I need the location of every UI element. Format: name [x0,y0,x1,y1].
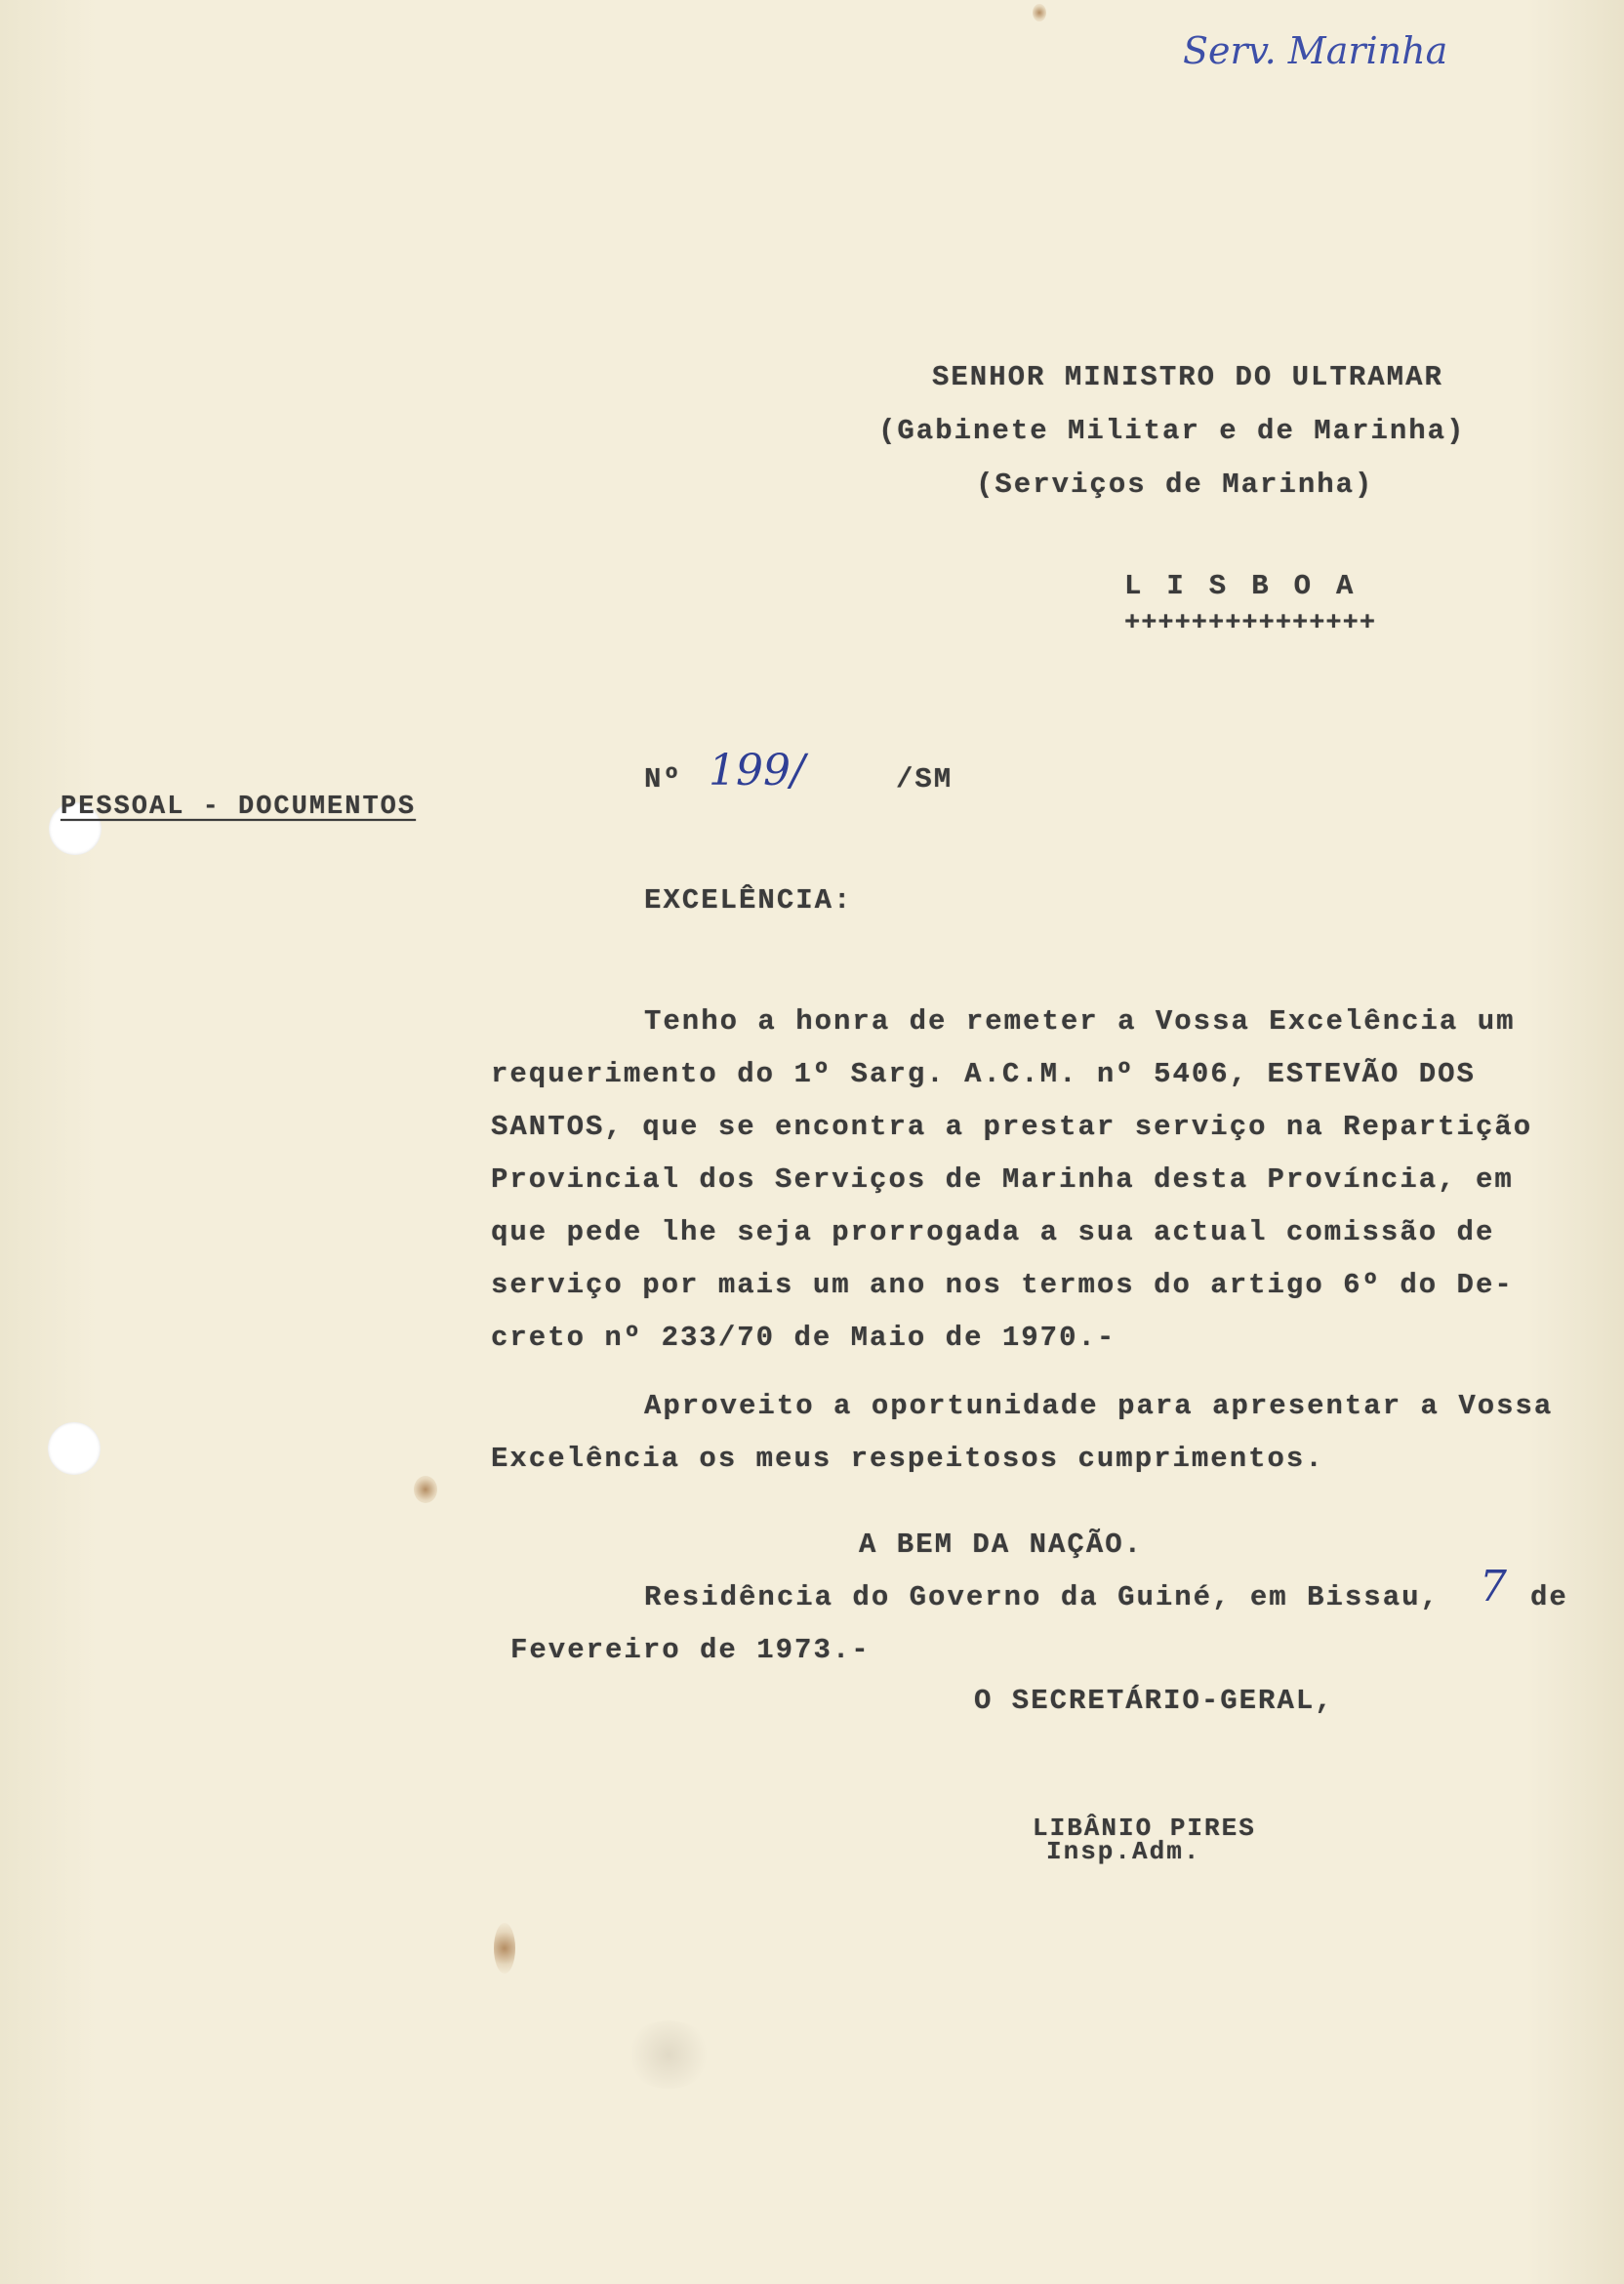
signature-role: Insp.Adm. [1046,1837,1201,1866]
handwritten-note: Serv. Marinha [1183,29,1448,72]
body-paragraph-1-line: SANTOS, que se encontra a prestar serviço na Repartição [491,1111,1533,1143]
closing-signatory-title: O SECRETÁRIO-GERAL, [974,1685,1334,1717]
paper-spot [625,2020,712,2089]
signature-name: LIBÂNIO PIRES [1033,1814,1256,1843]
body-paragraph-1-line: requerimento do 1º Sarg. A.C.M. nº 5406, ESTEVÃO DOS [491,1058,1476,1090]
subject-heading: PESSOAL - DOCUMENTOS [61,793,417,822]
body-paragraph-1-line: Provincial dos Serviços de Marinha desta Província, em [491,1163,1514,1196]
body-paragraph-1-line: Tenho a honra de remeter a Vossa Excelência um [644,1005,1516,1038]
closing-motto: A BEM DA NAÇÃO. [859,1529,1144,1561]
body-paragraph-1-line: serviço por mais um ano nos termos do artigo 6º do De- [491,1269,1514,1301]
closing-date-line: Fevereiro de 1973.- [510,1634,871,1666]
rust-stain [414,1476,437,1503]
body-paragraph-2-line: Aproveito a oportunidade para apresentar a Vossa [644,1390,1554,1422]
body-paragraph-1-line: que pede lhe seja prorrogada a sua actual comissão de [491,1216,1495,1248]
closing-place-line-end: de [1530,1581,1568,1613]
recipient-city-underline: +++++++++++++++ [1124,609,1377,638]
reference-prefix: Nº [644,763,682,795]
rust-stain [1033,4,1046,21]
rust-stain [494,1923,515,1974]
salutation: EXCELÊNCIA: [644,884,853,917]
closing-place-line: Residência do Governo da Guiné, em Bissau, [644,1581,1440,1613]
recipient-line-3: (Serviços de Marinha) [976,469,1374,501]
punch-hole-bottom [48,1422,101,1475]
body-paragraph-2-line: Excelência os meus respeitosos cumprimentos. [491,1443,1324,1475]
closing-handwritten-day: 7 [1480,1562,1507,1611]
recipient-line-1: SENHOR MINISTRO DO ULTRAMAR [932,361,1443,393]
recipient-line-2: (Gabinete Militar e de Marinha) [878,415,1466,447]
recipient-city: LISBOA [1124,570,1379,602]
reference-suffix: /SM [896,763,954,795]
reference-handwritten-number: 199/ [709,746,805,795]
body-paragraph-1-line: creto nº 233/70 de Maio de 1970.- [491,1322,1116,1354]
